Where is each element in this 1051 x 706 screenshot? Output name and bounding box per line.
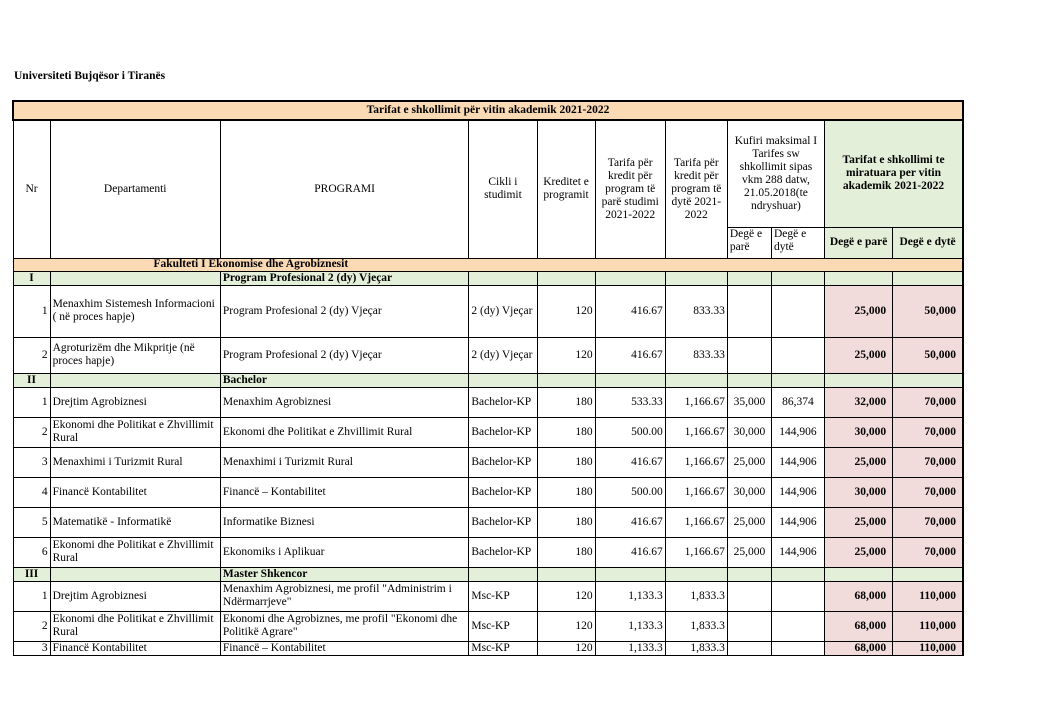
section-blank bbox=[727, 373, 771, 387]
row-number: 1 bbox=[13, 387, 50, 417]
section-blank bbox=[825, 373, 893, 387]
section-blank bbox=[893, 567, 963, 581]
header-fee-second: Tarifa për kredit për program të dytë 2021-2022 bbox=[665, 120, 727, 258]
section-blank bbox=[825, 271, 893, 285]
limit-second-cell bbox=[771, 285, 824, 337]
limit-first-cell: 25,000 bbox=[727, 537, 771, 567]
row-number: 2 bbox=[13, 611, 50, 641]
table-row bbox=[13, 337, 963, 373]
fee-first-cell: 533.33 bbox=[595, 387, 665, 417]
section-blank bbox=[893, 373, 963, 387]
approved-first-cell: 25,000 bbox=[825, 447, 893, 477]
section-row bbox=[13, 373, 963, 387]
cycle-cell: Bachelor-KP bbox=[469, 477, 537, 507]
department-cell: Ekonomi dhe Politikat e Zhvillimit Rural bbox=[50, 537, 220, 567]
header-approved-second: Degë e dytë bbox=[893, 227, 963, 258]
approved-second-cell: 50,000 bbox=[893, 337, 963, 373]
header-cycle: Cikli i studimit bbox=[469, 120, 537, 258]
approved-second-cell: 110,000 bbox=[893, 641, 963, 655]
cycle-cell: Bachelor-KP bbox=[469, 387, 537, 417]
section-name: Master Shkencor bbox=[220, 567, 468, 581]
department-cell: Ekonomi dhe Politikat e Zhvillimit Rural bbox=[50, 417, 220, 447]
section-blank bbox=[727, 567, 771, 581]
credits-cell: 120 bbox=[537, 611, 595, 641]
cycle-cell: Msc-KP bbox=[469, 611, 537, 641]
cycle-cell: Bachelor-KP bbox=[469, 537, 537, 567]
header-department: Departamenti bbox=[50, 120, 220, 258]
section-blank bbox=[727, 271, 771, 285]
section-blank bbox=[537, 373, 595, 387]
limit-first-cell: 25,000 bbox=[727, 507, 771, 537]
fee-second-cell: 1,166.67 bbox=[665, 417, 727, 447]
section-blank bbox=[50, 373, 220, 387]
section-blank bbox=[825, 567, 893, 581]
section-name: Program Profesional 2 (dy) Vjeçar bbox=[220, 271, 468, 285]
approved-first-cell: 68,000 bbox=[825, 611, 893, 641]
approved-second-cell: 70,000 bbox=[893, 447, 963, 477]
fee-second-cell: 1,833.3 bbox=[665, 581, 727, 611]
section-blank bbox=[771, 373, 824, 387]
credits-cell: 120 bbox=[537, 337, 595, 373]
credits-cell: 180 bbox=[537, 387, 595, 417]
header-limit: Kufiri maksimal I Tarifes sw shkollimit sipas vkm 288 datw, 21.05.2018(te ndryshuar) bbox=[727, 120, 824, 227]
fee-first-cell: 416.67 bbox=[595, 507, 665, 537]
approved-first-cell: 30,000 bbox=[825, 417, 893, 447]
limit-second-cell bbox=[771, 337, 824, 373]
fee-second-cell: 833.33 bbox=[665, 285, 727, 337]
limit-first-cell bbox=[727, 337, 771, 373]
limit-second-cell: 86,374 bbox=[771, 387, 824, 417]
department-cell: Financë Kontabilitet bbox=[50, 641, 220, 655]
fee-first-cell: 416.67 bbox=[595, 447, 665, 477]
fee-second-cell: 1,166.67 bbox=[665, 477, 727, 507]
cycle-cell: Bachelor-KP bbox=[469, 447, 537, 477]
credits-cell: 120 bbox=[537, 285, 595, 337]
section-number: II bbox=[13, 373, 50, 387]
approved-first-cell: 68,000 bbox=[825, 641, 893, 655]
fee-first-cell: 416.67 bbox=[595, 285, 665, 337]
table-row bbox=[13, 477, 963, 507]
section-blank bbox=[893, 271, 963, 285]
credits-cell: 180 bbox=[537, 507, 595, 537]
section-blank bbox=[665, 373, 727, 387]
section-blank bbox=[50, 271, 220, 285]
section-number: I bbox=[13, 271, 50, 285]
fee-second-cell: 1,166.67 bbox=[665, 447, 727, 477]
limit-first-cell bbox=[727, 611, 771, 641]
cycle-cell: Bachelor-KP bbox=[469, 507, 537, 537]
tuition-table bbox=[12, 100, 964, 656]
header-limit-second: Degë e dytë bbox=[771, 227, 824, 258]
section-blank bbox=[665, 271, 727, 285]
section-blank bbox=[469, 373, 537, 387]
row-number: 3 bbox=[13, 447, 50, 477]
section-row bbox=[13, 271, 963, 285]
credits-cell: 120 bbox=[537, 641, 595, 655]
program-cell: Ekonomi dhe Agrobiznes, me profil "Ekonomi dhe Politikë Agrare" bbox=[220, 611, 468, 641]
limit-second-cell bbox=[771, 641, 824, 655]
fee-first-cell: 416.67 bbox=[595, 337, 665, 373]
approved-first-cell: 32,000 bbox=[825, 387, 893, 417]
program-cell: Ekonomi dhe Politikat e Zhvillimit Rural bbox=[220, 417, 468, 447]
table-row bbox=[13, 641, 963, 655]
cycle-cell: 2 (dy) Vjeçar bbox=[469, 285, 537, 337]
section-blank bbox=[595, 567, 665, 581]
fee-second-cell: 833.33 bbox=[665, 337, 727, 373]
row-number: 2 bbox=[13, 337, 50, 373]
section-blank bbox=[537, 567, 595, 581]
limit-first-cell bbox=[727, 641, 771, 655]
program-cell: Menaxhim Agrobiznesi bbox=[220, 387, 468, 417]
cycle-cell: 2 (dy) Vjeçar bbox=[469, 337, 537, 373]
fee-second-cell: 1,166.67 bbox=[665, 387, 727, 417]
limit-first-cell bbox=[727, 285, 771, 337]
section-blank bbox=[771, 567, 824, 581]
limit-second-cell: 144,906 bbox=[771, 537, 824, 567]
table-row bbox=[13, 537, 963, 567]
department-cell: Menaxhim Sistemesh Informacioni ( në proces hapje) bbox=[50, 285, 220, 337]
fee-second-cell: 1,833.3 bbox=[665, 611, 727, 641]
credits-cell: 120 bbox=[537, 581, 595, 611]
header-approved-first: Degë e parë bbox=[825, 227, 893, 258]
program-cell: Program Profesional 2 (dy) Vjeçar bbox=[220, 337, 468, 373]
department-cell: Ekonomi dhe Politikat e Zhvillimit Rural bbox=[50, 611, 220, 641]
department-cell: Financë Kontabilitet bbox=[50, 477, 220, 507]
section-blank bbox=[50, 567, 220, 581]
header-fee-first: Tarifa për kredit për program të parë studimi 2021-2022 bbox=[595, 120, 665, 258]
approved-second-cell: 70,000 bbox=[893, 537, 963, 567]
row-number: 5 bbox=[13, 507, 50, 537]
section-blank bbox=[469, 567, 537, 581]
department-cell: Agroturizëm dhe Mikpritje (në proces hapje) bbox=[50, 337, 220, 373]
program-cell: Program Profesional 2 (dy) Vjeçar bbox=[220, 285, 468, 337]
section-number: III bbox=[13, 567, 50, 581]
credits-cell: 180 bbox=[537, 477, 595, 507]
table-row bbox=[13, 285, 963, 337]
row-number: 4 bbox=[13, 477, 50, 507]
approved-first-cell: 25,000 bbox=[825, 337, 893, 373]
limit-second-cell: 144,906 bbox=[771, 477, 824, 507]
cycle-cell: Msc-KP bbox=[469, 641, 537, 655]
section-blank bbox=[665, 567, 727, 581]
fee-first-cell: 1,133.3 bbox=[595, 611, 665, 641]
row-number: 3 bbox=[13, 641, 50, 655]
program-cell: Financë – Kontabilitet bbox=[220, 477, 468, 507]
department-cell: Menaxhimi i Turizmit Rural bbox=[50, 447, 220, 477]
approved-second-cell: 50,000 bbox=[893, 285, 963, 337]
approved-second-cell: 110,000 bbox=[893, 611, 963, 641]
fee-first-cell: 500.00 bbox=[595, 477, 665, 507]
limit-first-cell: 30,000 bbox=[727, 477, 771, 507]
section-blank bbox=[595, 373, 665, 387]
cycle-cell: Msc-KP bbox=[469, 581, 537, 611]
fee-second-cell: 1,833.3 bbox=[665, 641, 727, 655]
approved-first-cell: 25,000 bbox=[825, 537, 893, 567]
section-blank bbox=[537, 271, 595, 285]
approved-second-cell: 70,000 bbox=[893, 417, 963, 447]
limit-first-cell: 35,000 bbox=[727, 387, 771, 417]
program-cell: Financë – Kontabilitet bbox=[220, 641, 468, 655]
approved-second-cell: 70,000 bbox=[893, 507, 963, 537]
section-blank bbox=[771, 271, 824, 285]
header-limit-first: Degë e parë bbox=[727, 227, 771, 258]
program-cell: Menaxhimi i Turizmit Rural bbox=[220, 447, 468, 477]
limit-first-cell bbox=[727, 581, 771, 611]
approved-second-cell: 110,000 bbox=[893, 581, 963, 611]
table-row bbox=[13, 507, 963, 537]
section-blank bbox=[469, 271, 537, 285]
row-number: 1 bbox=[13, 581, 50, 611]
table-row bbox=[13, 581, 963, 611]
header-nr: Nr bbox=[13, 120, 50, 258]
row-number: 1 bbox=[13, 285, 50, 337]
limit-second-cell bbox=[771, 581, 824, 611]
header-approved: Tarifat e shkollimi te miratuara per vitin akademik 2021-2022 bbox=[825, 120, 963, 227]
credits-cell: 180 bbox=[537, 447, 595, 477]
fee-first-cell: 1,133.3 bbox=[595, 641, 665, 655]
fee-first-cell: 500.00 bbox=[595, 417, 665, 447]
program-cell: Menaxhim Agrobiznesi, me profil "Administrim i Ndërmarrjeve" bbox=[220, 581, 468, 611]
credits-cell: 180 bbox=[537, 537, 595, 567]
header-program: PROGRAMI bbox=[220, 120, 468, 258]
fee-second-cell: 1,166.67 bbox=[665, 537, 727, 567]
program-cell: Ekonomiks i Aplikuar bbox=[220, 537, 468, 567]
row-number: 2 bbox=[13, 417, 50, 447]
limit-first-cell: 25,000 bbox=[727, 447, 771, 477]
limit-second-cell: 144,906 bbox=[771, 417, 824, 447]
faculty-row: Fakulteti I Ekonomise dhe Agrobiznesit bbox=[13, 258, 963, 271]
approved-second-cell: 70,000 bbox=[893, 477, 963, 507]
program-cell: Informatike Biznesi bbox=[220, 507, 468, 537]
section-name: Bachelor bbox=[220, 373, 468, 387]
limit-first-cell: 30,000 bbox=[727, 417, 771, 447]
department-cell: Drejtim Agrobiznesi bbox=[50, 387, 220, 417]
fee-first-cell: 1,133.3 bbox=[595, 581, 665, 611]
cycle-cell: Bachelor-KP bbox=[469, 417, 537, 447]
department-cell: Drejtim Agrobiznesi bbox=[50, 581, 220, 611]
fee-first-cell: 416.67 bbox=[595, 537, 665, 567]
credits-cell: 180 bbox=[537, 417, 595, 447]
limit-second-cell: 144,906 bbox=[771, 447, 824, 477]
department-cell: Matematikë - Informatikë bbox=[50, 507, 220, 537]
limit-second-cell: 144,906 bbox=[771, 507, 824, 537]
approved-first-cell: 68,000 bbox=[825, 581, 893, 611]
approved-first-cell: 25,000 bbox=[825, 285, 893, 337]
approved-second-cell: 70,000 bbox=[893, 387, 963, 417]
table-row bbox=[13, 417, 963, 447]
table-title: Tarifat e shkollimit për vitin akademik 2021-2022 bbox=[13, 101, 963, 120]
table-row bbox=[13, 447, 963, 477]
section-blank bbox=[595, 271, 665, 285]
table-row bbox=[13, 611, 963, 641]
table-row bbox=[13, 387, 963, 417]
approved-first-cell: 25,000 bbox=[825, 507, 893, 537]
limit-second-cell bbox=[771, 611, 824, 641]
university-name: Universiteti Bujqësor i Tiranës bbox=[14, 70, 166, 82]
row-number: 6 bbox=[13, 537, 50, 567]
approved-first-cell: 30,000 bbox=[825, 477, 893, 507]
fee-second-cell: 1,166.67 bbox=[665, 507, 727, 537]
section-row bbox=[13, 567, 963, 581]
header-credits: Kreditet e programit bbox=[537, 120, 595, 258]
